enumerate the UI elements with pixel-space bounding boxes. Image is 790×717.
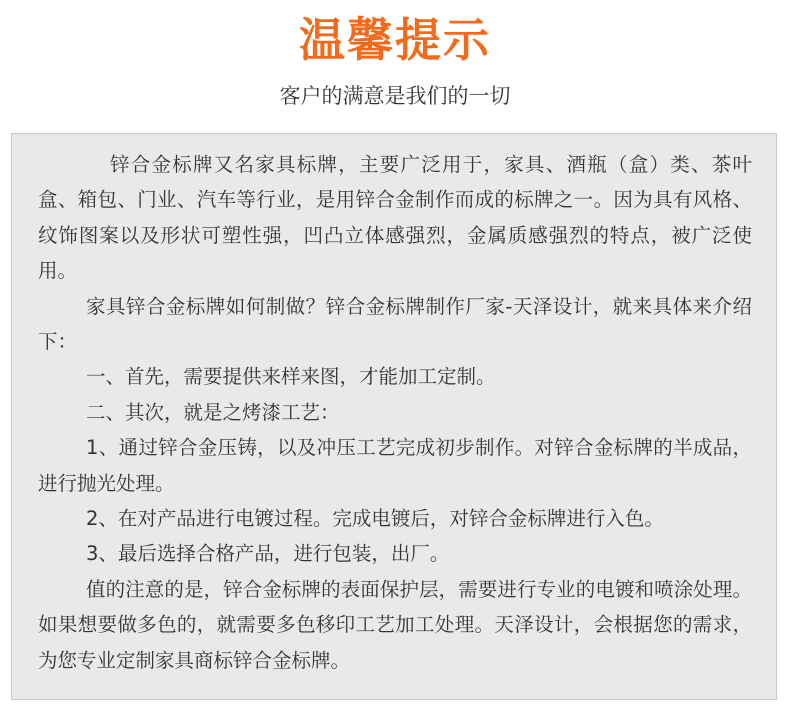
page-subtitle: 客户的满意是我们的一切 — [279, 84, 511, 108]
notice-content-box — [11, 133, 777, 700]
page-title: 温馨提示 — [299, 13, 491, 67]
paragraph-how-to-make: 家具锌合金标牌如何制做？锌合金标牌制作厂家-天泽设计，就来具体来介绍下： — [38, 294, 752, 354]
paragraph-step-second: 二、其次，就是之烤漆工艺： — [86, 400, 340, 424]
paragraph-note: 值的注意的是，锌合金标牌的表面保护层，需要进行专业的电镀和喷涂处理。如果想要做多色的，就需要多色移印工艺加工处理。天泽设计，会根据您的需求，为您专业定制家具商标锌合金标牌。 — [38, 577, 752, 672]
paragraph-step-2: 2、在对产品进行电镀过程。完成电镀后，对锌合金标牌进行入色。 — [86, 507, 664, 531]
paragraph-step-first: 一、首先，需要提供来样来图，才能加工定制。 — [86, 365, 496, 389]
paragraph-intro: 锌合金标牌又名家具标牌，主要广泛用于，家具、酒瓶（盒）类、茶叶盒、箱包、门业、汽车等行业，是用锌合金制作而成的标牌之一。因为具有风格、纹饰图案以及形状可塑性强，凹凸立体感强烈，金属质感强烈的特点，被广泛使用。 — [38, 153, 752, 283]
paragraph-step-1: 1、通过锌合金压铸，以及冲压工艺完成初步制作。对锌合金标牌的半成品，进行抛光处理。 — [38, 436, 752, 495]
paragraph-step-3: 3、最后选择合格产品，进行包装，出厂。 — [86, 542, 450, 566]
